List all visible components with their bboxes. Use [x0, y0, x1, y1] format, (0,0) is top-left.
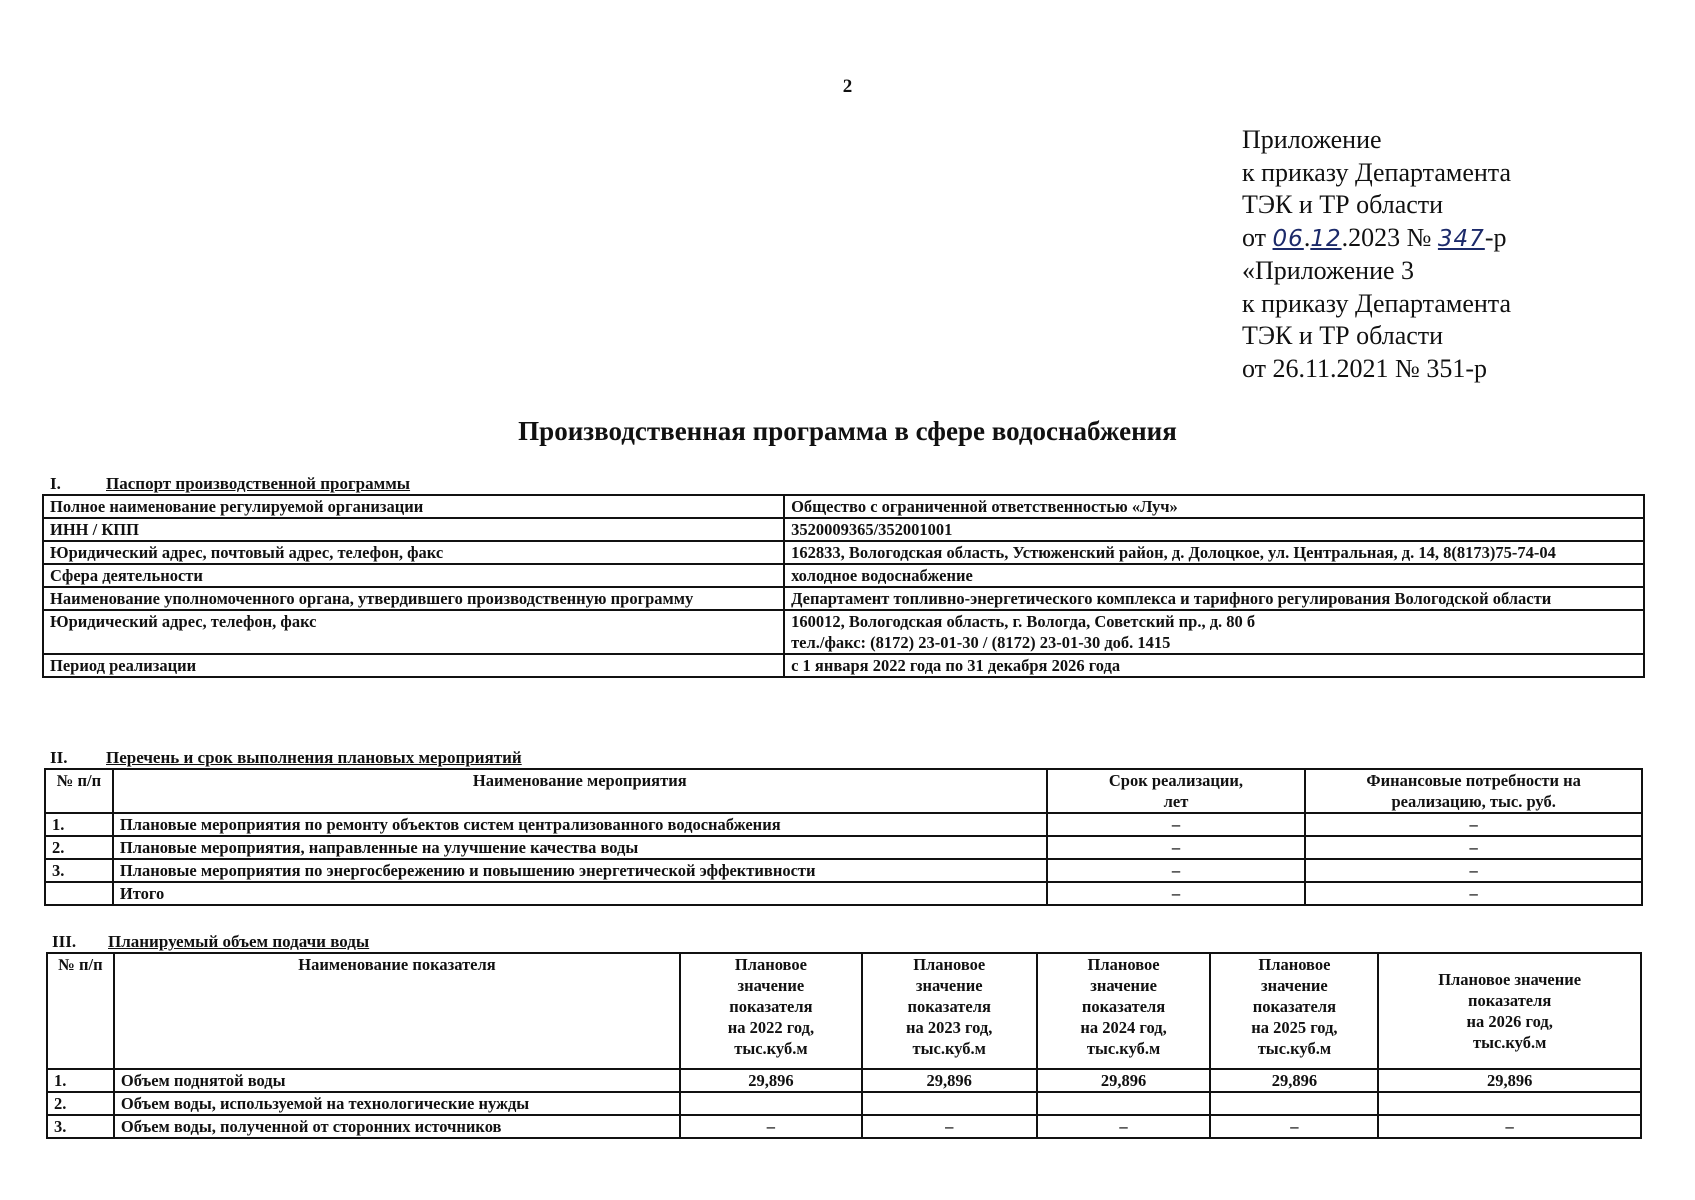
- row-term: –: [1047, 813, 1306, 836]
- header-term-line: лет: [1163, 792, 1189, 811]
- table-row: [47, 1115, 1641, 1138]
- row-value-2022: [680, 1092, 862, 1115]
- passport-value: с 1 января 2022 года по 31 декабря 2026 года: [784, 654, 1644, 677]
- header-line: значение: [1261, 976, 1328, 995]
- row-finance: –: [1305, 859, 1642, 882]
- header-num: № п/п: [47, 953, 114, 1069]
- header-line: на 2025 год,: [1251, 1018, 1338, 1037]
- header-line: показателя: [729, 997, 813, 1016]
- appendix-line: ТЭК и ТР области: [1242, 321, 1444, 350]
- header-term: [1047, 769, 1306, 813]
- header-line: на 2024 год,: [1080, 1018, 1167, 1037]
- row-num: 2.: [45, 836, 113, 859]
- passport-value: 160012, Вологодская область, г. Вологда, Советский пр., д. 80 б: [791, 612, 1256, 631]
- row-num: 3.: [45, 859, 113, 882]
- row-finance: –: [1305, 813, 1642, 836]
- row-num: 3.: [47, 1115, 114, 1138]
- header-name: Наименование мероприятия: [113, 769, 1047, 813]
- section3-number: III.: [52, 932, 77, 951]
- header-line: тыс.куб.м: [912, 1039, 986, 1058]
- table-header-row: [47, 953, 1641, 1069]
- header-line: Плановое: [734, 955, 807, 974]
- row-term: –: [1047, 836, 1306, 859]
- row-value-2022: 29,896: [680, 1069, 862, 1092]
- row-name: Объем воды, полученной от сторонних источников: [114, 1115, 680, 1138]
- section3-title: Планируемый объем подачи воды: [108, 932, 370, 951]
- table-row: [47, 1092, 1641, 1115]
- appendix-suffix: -р: [1484, 222, 1507, 252]
- row-value-2026: 29,896: [1378, 1069, 1641, 1092]
- passport-value-cell: [784, 610, 1644, 654]
- header-line: Плановое: [1258, 955, 1331, 974]
- row-name: Плановые мероприятия по ремонту объектов систем централизованного водоснабжения: [113, 813, 1047, 836]
- row-value-2025: [1210, 1092, 1378, 1115]
- row-num: 2.: [47, 1092, 114, 1115]
- row-term: –: [1047, 859, 1306, 882]
- row-value-2024: 29,896: [1037, 1069, 1211, 1092]
- section3-heading: [46, 932, 369, 952]
- appendix-mid: .2023 №: [1341, 222, 1438, 252]
- section2-title: Перечень и срок выполнения плановых мероприятий: [106, 748, 522, 767]
- table-row: [45, 859, 1642, 882]
- passport-label: Период реализации: [43, 654, 784, 677]
- appendix-order-line: [1242, 222, 1511, 256]
- table-row: [43, 495, 1644, 518]
- row-name: Объем воды, используемой на технологические нужды: [114, 1092, 680, 1115]
- appendix-line: к приказу Департамента: [1242, 288, 1512, 318]
- appendix-line: ТЭК и ТР области: [1242, 190, 1444, 219]
- appendix-sep: .: [1303, 222, 1311, 252]
- header-line: показателя: [1467, 991, 1552, 1010]
- header-line: показателя: [907, 997, 991, 1016]
- header-finance-line: реализацию, тыс. руб.: [1391, 792, 1556, 811]
- header-line: Плановое значение: [1438, 970, 1582, 989]
- row-finance: –: [1305, 836, 1642, 859]
- header-line: показателя: [1252, 997, 1337, 1016]
- table-row: [43, 564, 1644, 587]
- row-value-2026: [1378, 1092, 1641, 1115]
- row-name: Плановые мероприятия, направленные на улучшение качества воды: [113, 836, 1047, 859]
- appendix-line: от 26.11.2021 № 351-р: [1242, 353, 1488, 383]
- row-name: Объем поднятой воды: [114, 1069, 680, 1092]
- header-finance: [1305, 769, 1642, 813]
- handwritten-day: 06: [1272, 225, 1304, 252]
- row-value-2024: –: [1037, 1115, 1211, 1138]
- row-value-2022: –: [680, 1115, 862, 1138]
- table-header-row: [45, 769, 1642, 813]
- header-line: на 2022 год,: [727, 1018, 815, 1037]
- row-value-2024: [1037, 1092, 1211, 1115]
- passport-value-phone: тел./факс: (8172) 23-01-30 / (8172) 23-01-30 доб. 1415: [791, 633, 1171, 652]
- page-number: 2: [842, 76, 853, 97]
- row-value-2023: [862, 1092, 1037, 1115]
- handwritten-number: 347: [1437, 225, 1485, 252]
- section1-title: Паспорт производственной программы: [106, 474, 411, 493]
- passport-table: [42, 494, 1645, 678]
- passport-label: Полное наименование регулируемой организации: [43, 495, 784, 518]
- table-row: [43, 541, 1644, 564]
- header-name: Наименование показателя: [114, 953, 680, 1069]
- passport-label: Сфера деятельности: [43, 564, 784, 587]
- passport-label: ИНН / КПП: [43, 518, 784, 541]
- row-num: [45, 882, 113, 905]
- row-name: Плановые мероприятия по энергосбережению и повышению энергетической эффективности: [113, 859, 1047, 882]
- passport-label: Юридический адрес, телефон, факс: [43, 610, 784, 654]
- row-value-2026: –: [1378, 1115, 1641, 1138]
- row-value-2023: –: [862, 1115, 1037, 1138]
- header-finance-line: Финансовые потребности на: [1366, 771, 1581, 790]
- header-line: значение: [915, 976, 983, 995]
- header-line: на 2026 год,: [1466, 1012, 1553, 1031]
- appendix-line: Приложение: [1242, 125, 1382, 154]
- document-title: Производственная программа в сфере водоснабжения: [518, 416, 1177, 446]
- appendix-line: «Приложение 3: [1242, 256, 1415, 285]
- passport-value: 162833, Вологодская область, Устюженский район, д. Долоцкое, ул. Центральная, д. 14, 8(8173)75-74-04: [784, 541, 1644, 564]
- passport-label: Юридический адрес, почтовый адрес, телефон, факс: [43, 541, 784, 564]
- table-row: [43, 654, 1644, 677]
- row-value-2025: –: [1210, 1115, 1378, 1138]
- handwritten-month: 12: [1310, 225, 1342, 252]
- passport-value: Общество с ограниченной ответственностью «Луч»: [784, 495, 1644, 518]
- table-row: [47, 1069, 1641, 1092]
- passport-value: 3520009365/352001001: [784, 518, 1644, 541]
- row-value-2023: 29,896: [862, 1069, 1037, 1092]
- header-2022: [680, 953, 862, 1069]
- header-2024: [1037, 953, 1211, 1069]
- appendix-prefix: от: [1242, 222, 1273, 252]
- section2-number: II.: [50, 748, 68, 767]
- table-row-total: [45, 882, 1642, 905]
- table-row: [45, 836, 1642, 859]
- table-row: [45, 813, 1642, 836]
- section1-heading: [44, 474, 410, 494]
- header-line: значение: [1090, 976, 1157, 995]
- header-line: тыс.куб.м: [1257, 1039, 1332, 1058]
- header-line: тыс.куб.м: [734, 1039, 808, 1058]
- passport-label: Наименование уполномоченного органа, утвердившего производственную программу: [43, 587, 784, 610]
- activities-table: [44, 768, 1643, 906]
- section1-number: I.: [50, 474, 61, 493]
- row-name: Итого: [113, 882, 1047, 905]
- row-value-2025: 29,896: [1210, 1069, 1378, 1092]
- header-line: на 2023 год,: [906, 1018, 993, 1037]
- water-supply-table: [46, 952, 1642, 1139]
- header-line: показателя: [1081, 997, 1166, 1016]
- header-line: Плановое: [913, 955, 986, 974]
- header-term-line: Срок реализации,: [1108, 771, 1244, 790]
- section2-heading: [44, 748, 522, 768]
- table-row: [43, 518, 1644, 541]
- row-term: –: [1047, 882, 1306, 905]
- appendix-line: к приказу Департамента: [1242, 157, 1512, 187]
- header-2023: [862, 953, 1037, 1069]
- header-num: № п/п: [45, 769, 113, 813]
- header-line: тыс.куб.м: [1086, 1039, 1161, 1058]
- passport-value: Департамент топливно-энергетического комплекса и тарифного регулирования Вологодской области: [784, 587, 1644, 610]
- appendix-block: [1242, 124, 1511, 385]
- row-num: 1.: [45, 813, 113, 836]
- header-line: Плановое: [1087, 955, 1160, 974]
- passport-value: холодное водоснабжение: [784, 564, 1644, 587]
- row-finance: –: [1305, 882, 1642, 905]
- header-2026: [1378, 953, 1641, 1069]
- header-line: значение: [737, 976, 805, 995]
- table-row: [43, 587, 1644, 610]
- row-num: 1.: [47, 1069, 114, 1092]
- table-row: [43, 610, 1644, 654]
- header-2025: [1210, 953, 1378, 1069]
- header-line: тыс.куб.м: [1472, 1033, 1547, 1052]
